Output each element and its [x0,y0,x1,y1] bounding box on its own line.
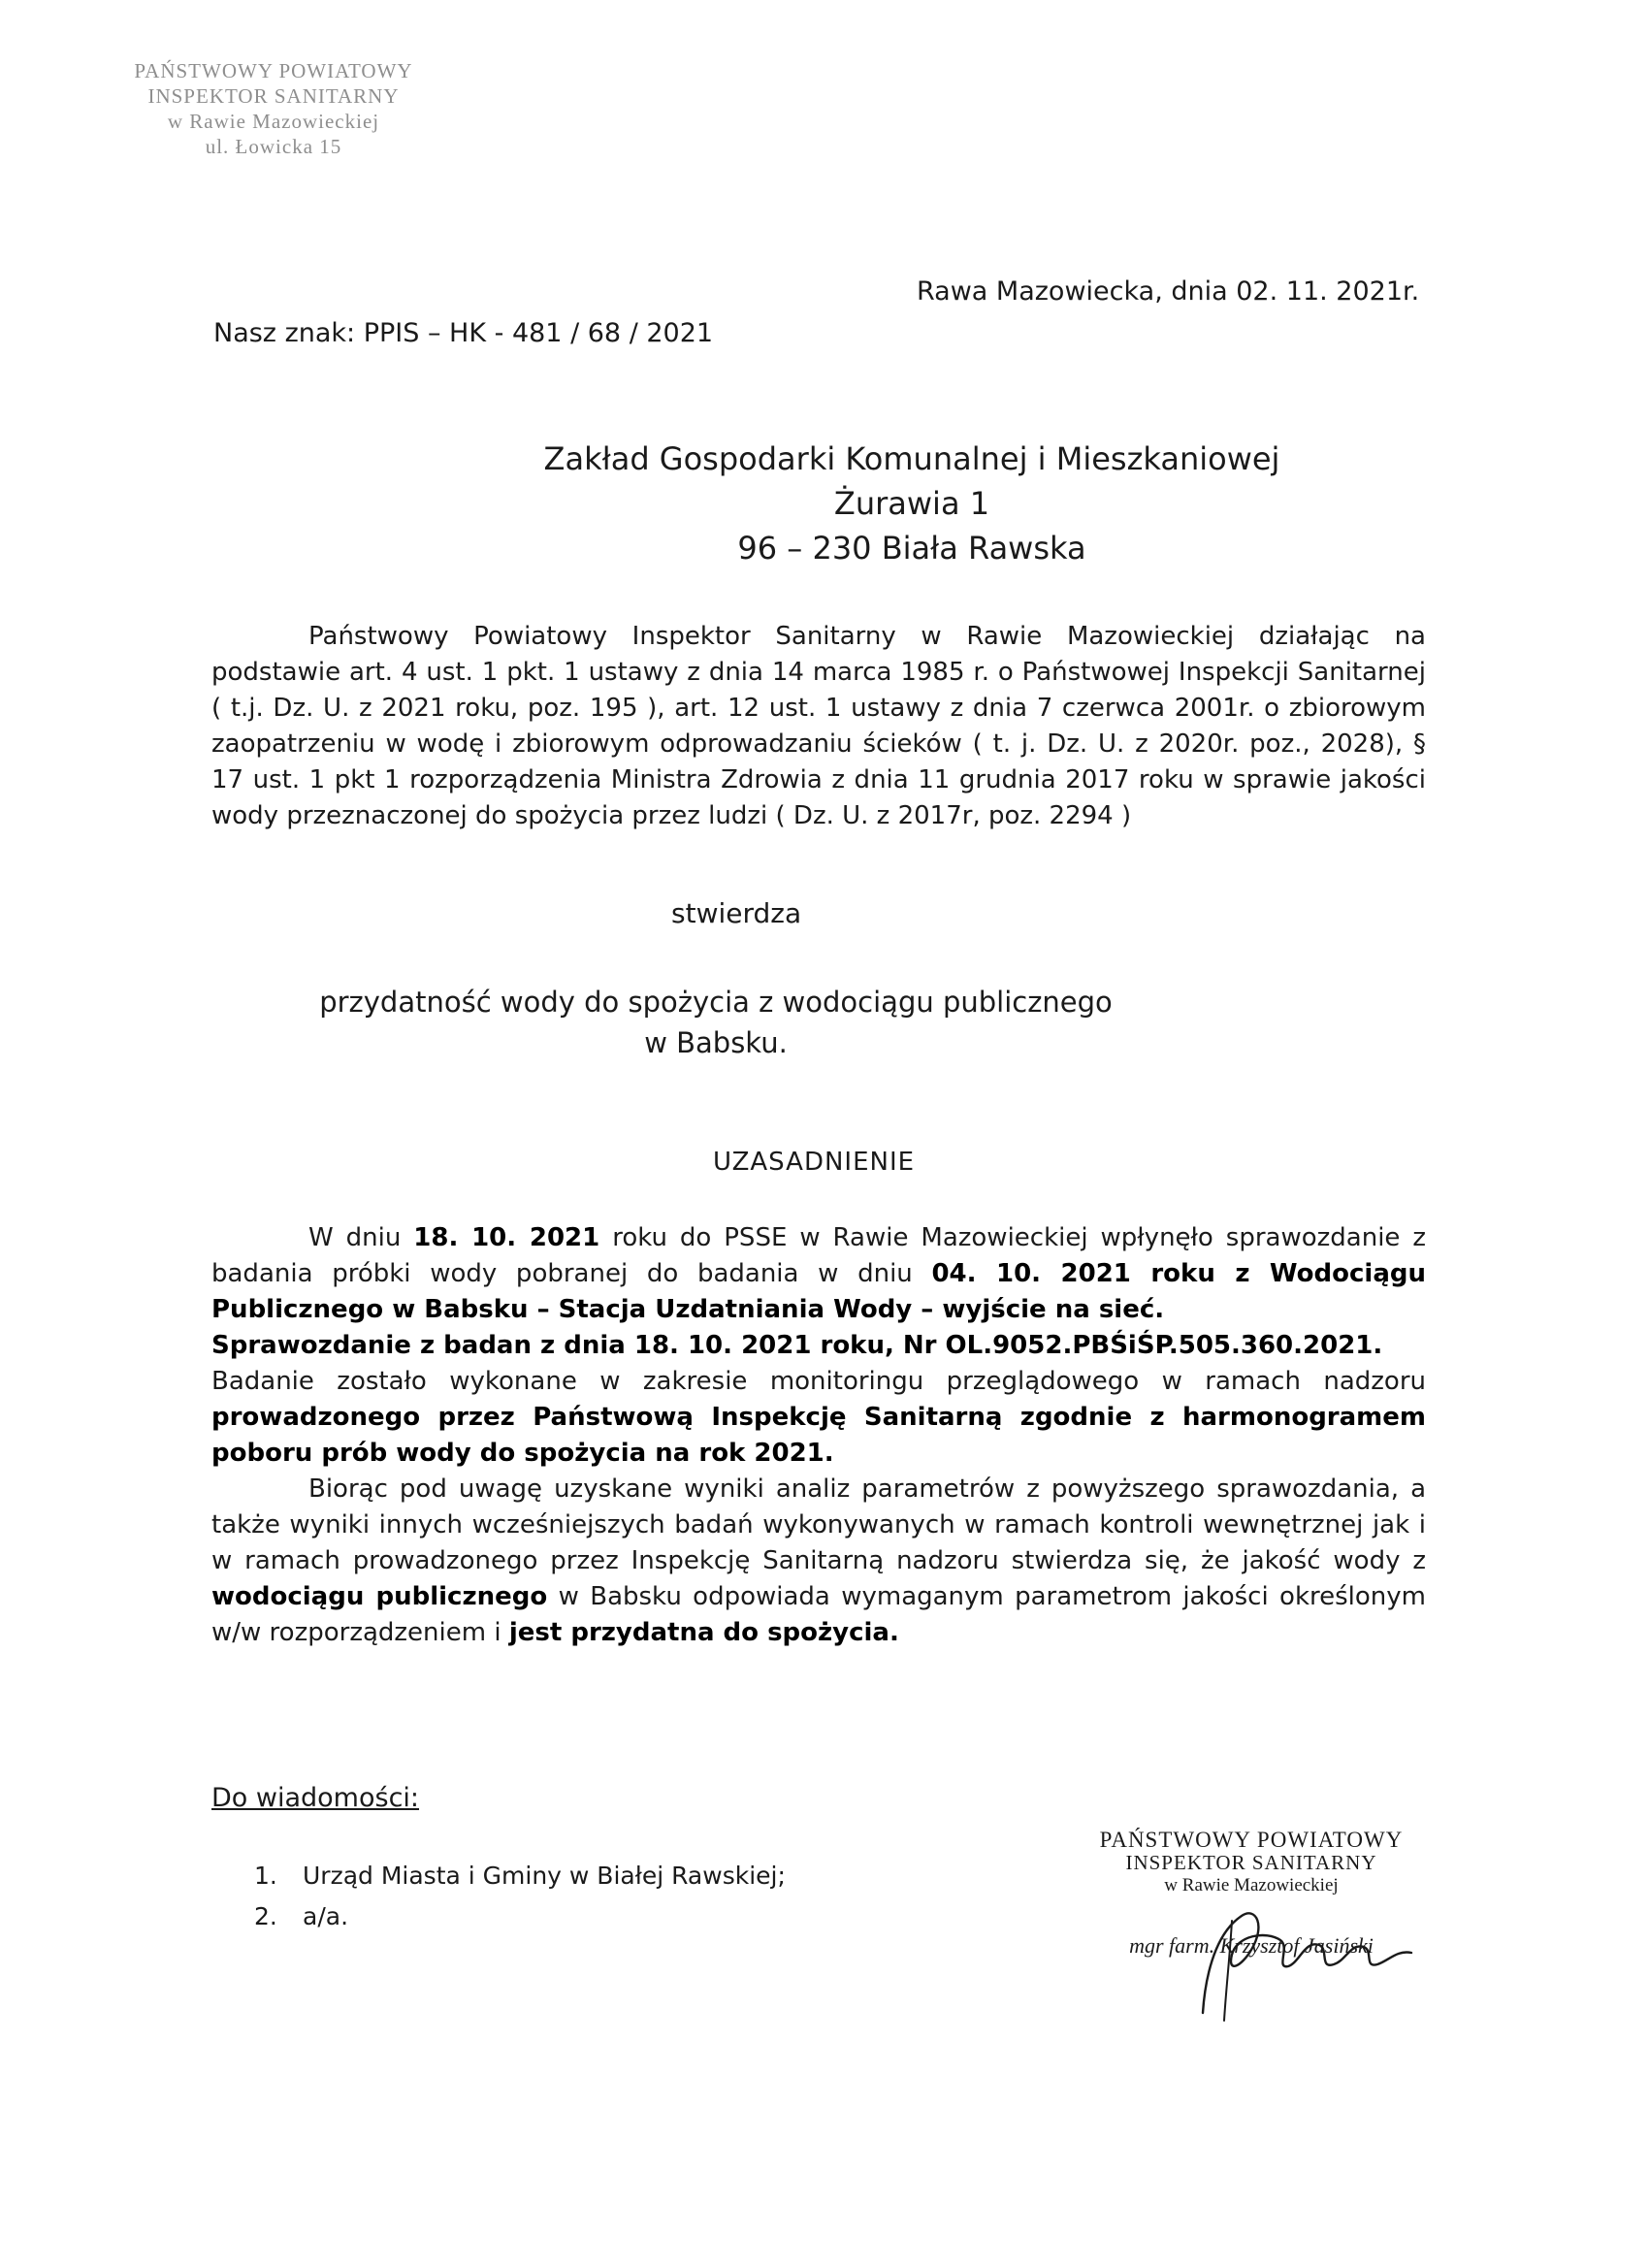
text-run-bold: jest przydatna do spożycia. [508,1618,899,1647]
justification-paragraph [211,1472,1426,1651]
list-item [254,1856,786,1896]
justification-paragraph [211,1220,1426,1328]
justification-body [211,1220,1426,1651]
text-run-bold: prowadzonego przez Państwową Inspekcję Sanitarną zgodnie z harmonogramem poboru prób wody do spożycia na rok 2021. [211,1403,1426,1468]
place-date: Rawa Mazowiecka, dnia 02. 11. 2021r. [917,276,1420,307]
handwritten-signature [1174,1896,1426,2023]
text-run-bold: 18. 10. 2021 [413,1223,600,1252]
addressee-name: Zakład Gospodarki Komunalnej i Mieszkaniowej [543,440,1280,477]
distribution-title: Do wiadomości: [211,1783,420,1813]
text-run: w Babsku odpowiada wymaganym parametrom jakości określonym w/w rozporządzeniem i [211,1582,1426,1647]
list-number: 2. [254,1902,277,1930]
stamp-line: w Rawie Mazowieckiej [167,110,380,133]
text-run: roku do PSSE w Rawie Mazowieckiej wpłynęło sprawozdanie z badania próbki wody pobranej do badania w dniu [211,1223,1427,1288]
list-text: a/a. [303,1902,349,1930]
list-number: 1. [254,1862,277,1890]
stamp-line: w Rawie Mazowieckiej [1164,1875,1339,1895]
legal-basis-text: Państwowy Powiatowy Inspektor Sanitarny w Rawie Mazowieckiej działając na podstawie art. 4 ust. 1 pkt. 1 ustawy z dnia 14 marca 1985 r. o Państwowej Inspekcji Sanitarnej ( t.j. Dz. U. z 2021 roku, poz. 195 ), art. 12 ust. 1 ustawy z dnia 7 czerwca 2001r. o zbiorowym zaopatrzeniu w wodę i zbiorowym odprowadzaniu ścieków ( t. j. Dz. U. z 2020r. poz., 2028), § 17 ust. 1 pkt 1 rozporządzenia Ministra Zdrowia z dnia 11 grudnia 2017 roku w sprawie jakości wody przeznaczonej do spożycia przez ludzi ( Dz. U. z 2017r, poz. 2294 ) [211,622,1426,830]
reference-number: Nasz znak: PPIS – HK - 481 / 68 / 2021 [213,318,714,348]
stamp-line: PAŃSTWOWY POWIATOWY [134,59,413,82]
finding-line: w Babsku. [644,1026,788,1059]
text-run: W dniu [308,1223,414,1252]
justification-paragraph [211,1364,1426,1472]
list-item [254,1896,786,1937]
header-stamp [109,58,438,159]
report-reference: Sprawozdanie z badan z dnia 18. 10. 2021 roku, Nr OL.9052.PBŚiŚP.505.360.2021. [211,1331,1383,1360]
list-text: Urząd Miasta i Gminy w Białej Rawskiej; [303,1862,786,1890]
verdict-word: stwierdza [671,897,802,929]
stamp-line: INSPEKTOR SANITARNY [147,84,400,108]
justification-heading: UZASADNIENIE [713,1148,916,1177]
finding-line: przydatność wody do spożycia z wodociągu publicznego [319,986,1113,1019]
stamp-line: INSPEKTOR SANITARNY [1125,1851,1377,1874]
text-run: Badanie zostało wykonane w zakresie monitoringu przeglądowego w ramach nadzoru [211,1367,1426,1396]
legal-basis-paragraph [211,619,1426,834]
text-run-bold: wodociągu publicznego [211,1582,548,1611]
distribution-list [254,1856,786,1937]
stamp-line: PAŃSTWOWY POWIATOWY [1099,1828,1404,1852]
finding-block [308,982,1123,1063]
signatory-name: mgr farm. Krzysztof Jasiński [1129,1933,1374,1958]
text-run-bold: 04. 10. 2021 roku z Wodociągu Publicznego w Babsku – Stacja Uzdatniania Wody – wyjście na sieć. [211,1259,1427,1324]
addressee-city: 96 – 230 Biała Rawska [737,530,1086,567]
text-run: Biorąc pod uwagę uzyskane wyniki analiz parametrów z powyższego sprawozdania, a także wyniki innych wcześniejszych badań wykonywanych w ramach kontroli wewnętrznej jak i w ramach prowadzonego przez Inspekcję Sanitarną nadzoru stwierdza się, że jakość wody z [211,1474,1426,1575]
addressee-street: Żurawia 1 [833,485,990,522]
stamp-line: ul. Łowicka 15 [205,135,342,158]
addressee-block [485,437,1339,570]
